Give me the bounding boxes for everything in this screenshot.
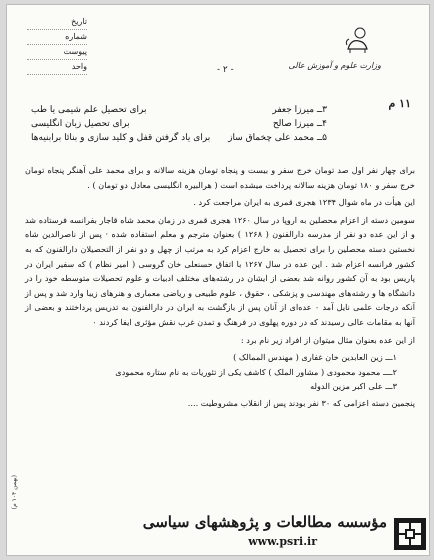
unit-field: واحد (27, 60, 87, 75)
entry-name: ۵ــ محمد علی چخماق ساز (228, 133, 327, 143)
entry-row (31, 117, 327, 131)
entry-name: ۴ــ میرزا صالح (272, 119, 327, 129)
watermark-url[interactable]: www.psri.ir (248, 535, 317, 548)
notable-list (25, 350, 415, 394)
list-item: ۲ــــ محمود محمودی ( مشاور الملک ) کاشف یکی از تئوریات به نام ستاره محمودی (115, 366, 397, 377)
entry-purpose: برای یاد گرفتن قفل و کلید سازی و بنائا برابنیه‌ها (31, 133, 211, 143)
date-field: تاریخ (27, 15, 87, 30)
letterhead-fields (27, 15, 87, 75)
document-page (6, 4, 430, 556)
closing-paragraph: پنجمین دسته اعزامی که ۳۰ نفر بودند پس از انقلاب مشروطیت .... (187, 397, 415, 408)
list-intro: از این عده بعنوان مثال میتوان از افراد زیر نام برد : (240, 334, 415, 345)
entry-name: ۳ــ میرزا جعفر (272, 105, 327, 115)
entry-purpose: برای تحصیل علم شیمی یا طب (31, 105, 147, 115)
ministry-name: وزارت علوم و آموزش عالی (288, 61, 381, 70)
list-item: ۳ـــ علی اکبر مزین الدوله (310, 381, 397, 392)
attachment-field: پیوست (27, 45, 87, 60)
document-number: ۱۱ م (388, 97, 411, 110)
institute-logo-icon (393, 517, 427, 551)
number-field: شماره (27, 30, 87, 45)
paragraph: برای چهار نفر اول صد تومان خرج سفر و بیست و پنجاه تومان هزینه سالانه و برای محمد علی آهنگر پنجاه تومان خرج سفر و ۱۸۰ تومان هزینه سالانه پرداخت میشده است ( هرالبیره انگلیسی معادل دو تومان ) . (25, 165, 415, 190)
margin-note: (بهمن ۱۰۴ م) (11, 475, 18, 510)
student-entries (31, 103, 327, 145)
list-item: ۱ـــ زین العابدین خان غفاری ( مهندس الممالک ) (233, 352, 397, 363)
paragraph: سومین دسته از اعزام محصلین به اروپا در سال ۱۲۶۰ هجری قمری در زمان محمد شاه قاجار بفرانسه فرستاده شد و از این عده دو نفر از مدرسه دارالفنون ( ۱۲۶۸ ) بعنوان مترجم و معلم استفاده شده · پس از ناصرالدین شاه نخستین دسته محصلین را برای تحصیل به خارج اعزام کرد به مرتب از چهل و دو نفر از التحصیلان دارالفنون که به کشور فرانسه اعزام شد . این عده در سال ۱۲۶۷ با اتفاق حسنعلی خان گروسی ( امیر نظام ) که سفیر ایران در پاریس بود به آن کشور روانه شد بعضی از ایشان در رشته‌های مختلف ادبیات و علوم تحصیلات متوسطه خود را در دانشگاه ها و رشته‌های مهندسی و پزشکی ، حقوق ، علوم طبیعی و ریاضی معماری و هنرهای زیبا وارد شد و پس از آنکه درجات علمی نایل آمد ۰ عده‌ای از آنان پس از بازگشت به ایران در دارالفنون به تدریس پرداختند و بعضی از آنها به مقامات عالی رسیدند که در دوره پهلوی در فرهنگ و تمدن غرب نقش مؤثری ایفا کردند ۰ (25, 214, 416, 327)
entry-row (31, 131, 327, 145)
watermark (77, 511, 427, 555)
page-number: - ۲ - (217, 65, 234, 75)
entry-row (31, 103, 327, 117)
document-body (25, 163, 415, 414)
lion-and-sun-emblem-icon (345, 25, 371, 55)
entry-purpose: برای تحصیل زبان انگلیسی (31, 119, 130, 129)
paragraph: این هیأت در ماه شوال ۱۲۳۴ هجری قمری به ایران مراجعت کرد . (193, 197, 415, 208)
watermark-text: مؤسسه مطالعات و پژوهشهای سیاسی (142, 513, 387, 531)
